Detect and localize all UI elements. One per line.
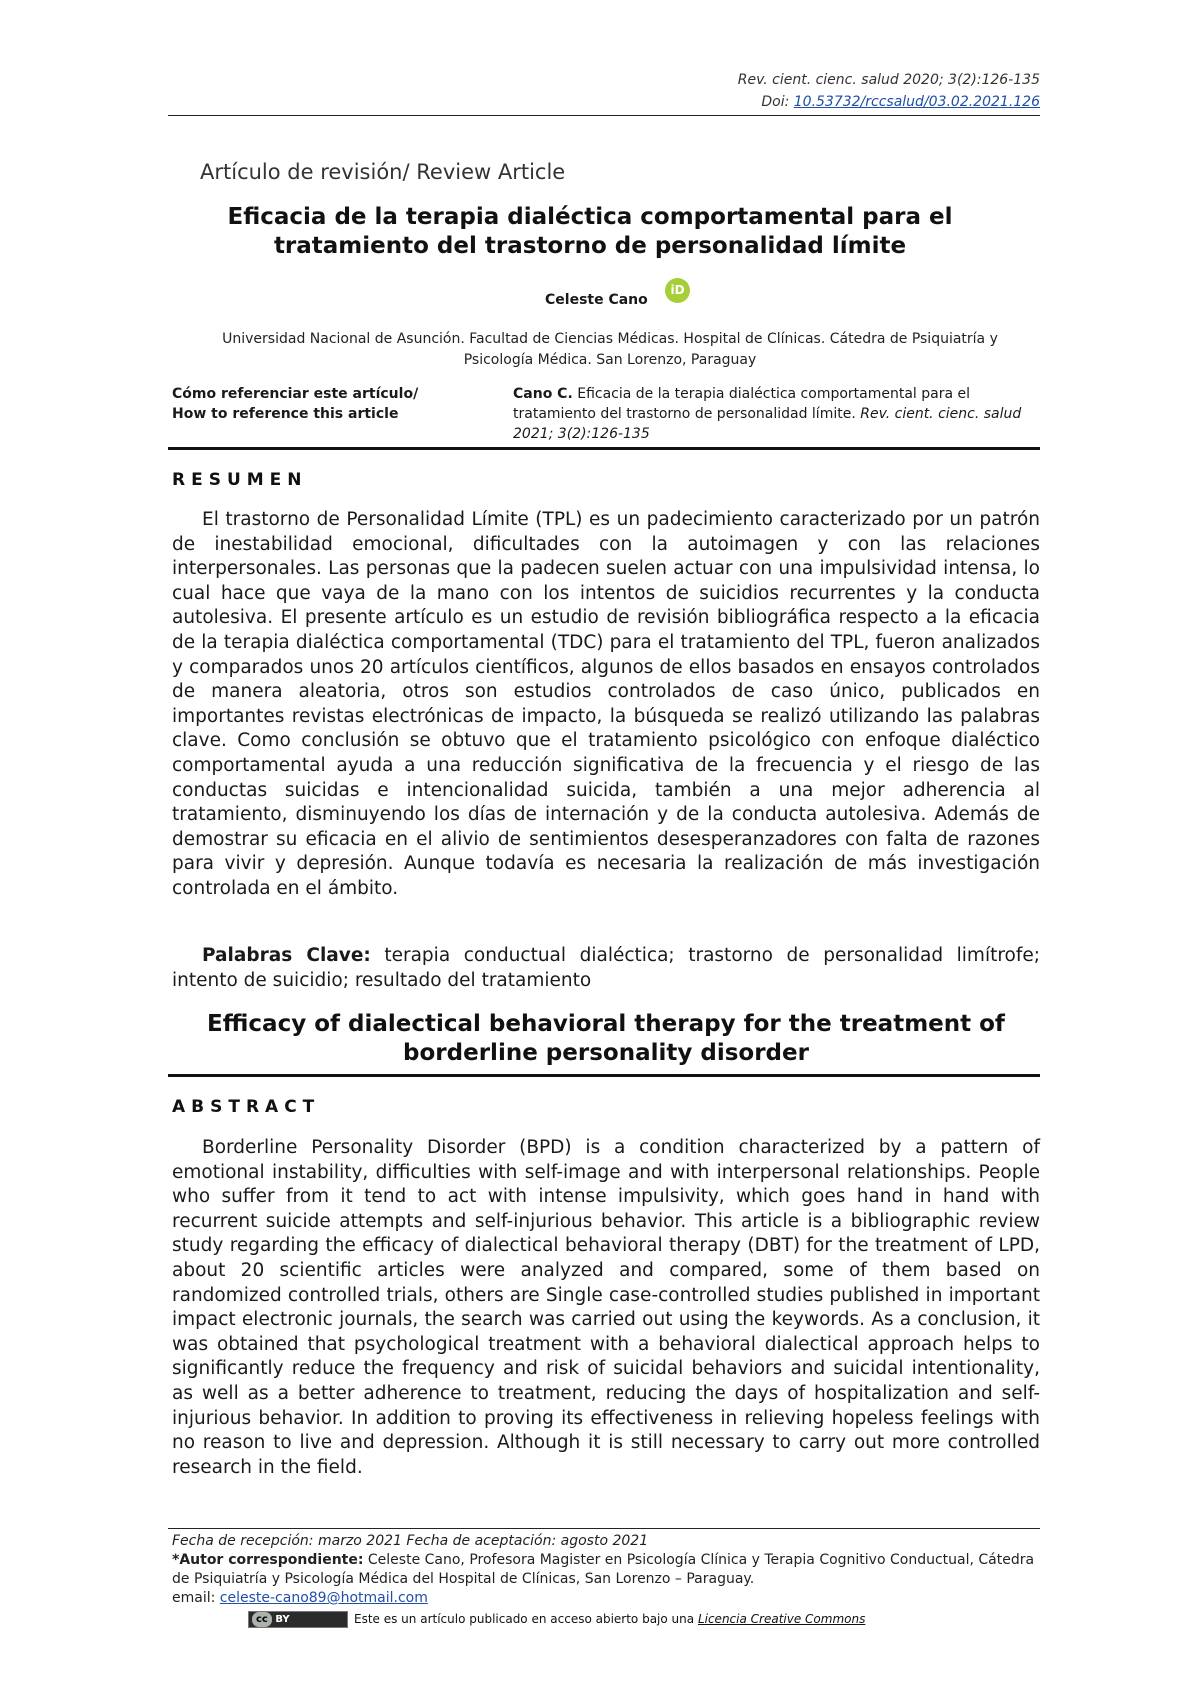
license-line [248, 1611, 865, 1628]
title-english: Efficacy of dialectical behavioral therapy for the treatment of borderline personality disorder [207, 1011, 1005, 1066]
how-to-cite-label-es: Cómo referenciar este artículo/ [172, 386, 419, 402]
keywords-text: terapia conductual dialéctica; trastorno de personalidad limítrofe; intento de suicidio; resultado del tratamiento [172, 945, 1040, 991]
footer-divider [168, 1528, 1040, 1529]
email-line [172, 1589, 1040, 1608]
affiliation: Universidad Nacional de Asunción. Facultad de Ciencias Médicas. Hospital de Clínicas. Cátedra de Psiquiatría y Psicología Médica. San Lorenzo, Paraguay [222, 331, 998, 368]
email-link[interactable]: celeste-cano89@hotmail.com [219, 1590, 428, 1606]
abstract-divider [168, 1074, 1040, 1077]
license-text: Este es un artículo publicado en acceso abierto bajo una [354, 1612, 698, 1626]
email-label: email: [172, 1590, 220, 1606]
doi-line [170, 92, 1040, 113]
footer [172, 1532, 1040, 1608]
cc-logo: cc [252, 1612, 272, 1627]
cc-by-label: BY [275, 1614, 290, 1625]
corresponding-label: *Autor correspondiente: [172, 1552, 364, 1568]
keywords-label: Palabras Clave: [202, 945, 371, 966]
creative-commons-badge-icon[interactable] [248, 1611, 348, 1628]
keywords-paragraph [172, 944, 1040, 993]
cite-source: Rev. cient. cienc. salud 2021; 3(2):126-135 [513, 406, 1022, 442]
header-divider [168, 115, 1040, 116]
dates: Fecha de recepción: marzo 2021 Fecha de aceptación: agosto 2021 [172, 1533, 649, 1549]
cite-author: Cano C. [513, 386, 573, 402]
how-to-cite-label [172, 384, 492, 424]
how-to-cite-label-en: How to reference this article [172, 406, 399, 422]
abstract-heading: ABSTRACT [172, 1097, 321, 1117]
title-spanish: Eficacia de la terapia dialéctica comportamental para el tratamiento del trastorno de personalidad límite [227, 204, 953, 259]
resumen-heading: RESUMEN [172, 470, 308, 490]
citation-divider [168, 447, 1040, 450]
how-to-cite-text [513, 384, 1040, 444]
journal-citation-header [170, 70, 1040, 91]
license-link[interactable]: Licencia Creative Commons [697, 1612, 866, 1626]
abstract-body: Borderline Personality Disorder (BPD) is a condition characterized by a pattern of emotional instability, difficulties with self-image and with interpersonal relationships. People who suffer from it tend to act with intense impulsivity, which goes hand in hand with recurrent suicide attempts and self-injurious behavior. This article is a bibliographic review study regarding the efficacy of dialectical behavioral therapy (DBT) for the treatment of LPD, about 20 scientific articles were analyzed and compared, some of them based on randomized controlled trials, others are Single case-controlled studies published in important impact electronic journals, the search was carried out using the keywords. As a conclusion, it was obtained that psychological treatment with a behavioral dialectical approach helps to significantly reduce the frequency and risk of suicidal behaviors and suicidal intentionality, as well as a better adherence to treatment, reducing the days of hospitalization and self-injurious behavior. In addition to proving its effectiveness in relieving hopeless feelings with no reason to live and depression. Although it is still necessary to carry out more controlled research in the field. [172, 1137, 1040, 1478]
resumen-body: El trastorno de Personalidad Límite (TPL) es un padecimiento caracterizado por un patrón de inestabilidad emocional, dificultades con la autoimagen y con las relaciones interpersonales. Las personas que la padecen suelen actuar con una impulsividad intensa, lo cual hace que vaya de la mano con los intentos de suicidios recurrentes y la conducta autolesiva. El presente artículo es un estudio de revisión bibliográfica respecto a la eficacia de la terapia dialéctica comportamental (TDC) para el tratamiento del TPL, fueron analizados y comparados unos 20 artículos científicos, algunos de ellos basados en ensayos controlados de manera aleatoria, otros son estudios controlados de caso único, publicados en importantes revistas electrónicas de impacto, la búsqueda se realizó utilizando las palabras clave. Como conclusión se obtuvo que el tratamiento psicológico con enfoque dialéctico comportamental ayuda a una reducción significativa de la frecuencia y el riesgo de las conductas suicidas e intencionalidad suicida, también a una mejor adherencia al tratamiento, disminuyendo los días de internación y de la conducta autolesiva. Además de demostrar su eficacia en el alivio de sentimientos desesperanzadores con falta de razones para vivir y depresión. Aunque todavía es necesaria la realización de más investigación controlada en el ámbito. [172, 509, 1040, 899]
author-name: Celeste Cano [545, 292, 648, 308]
corresponding-author [172, 1551, 1040, 1589]
corresponding-text: Celeste Cano, Profesora Magister en Psicología Clínica y Terapia Cognitivo Conductual, Cátedra de Psiquiatría y Psicología Médica del Hospital de Clínicas, San Lorenzo – Paraguay. [172, 1552, 1035, 1587]
doi-label: Doi: [761, 94, 790, 110]
doi-link[interactable]: 10.53732/rccsalud/03.02.2021.126 [793, 94, 1040, 110]
article-type: Artículo de revisión/ Review Article [200, 160, 566, 184]
cite-body: Eficacia de la terapia dialéctica comportamental para el tratamiento del trastorno de personalidad límite. [513, 386, 971, 422]
orcid-icon[interactable]: iD [665, 278, 690, 303]
journal-reference: Rev. cient. cienc. salud 2020; 3(2):126-135 [737, 72, 1040, 88]
